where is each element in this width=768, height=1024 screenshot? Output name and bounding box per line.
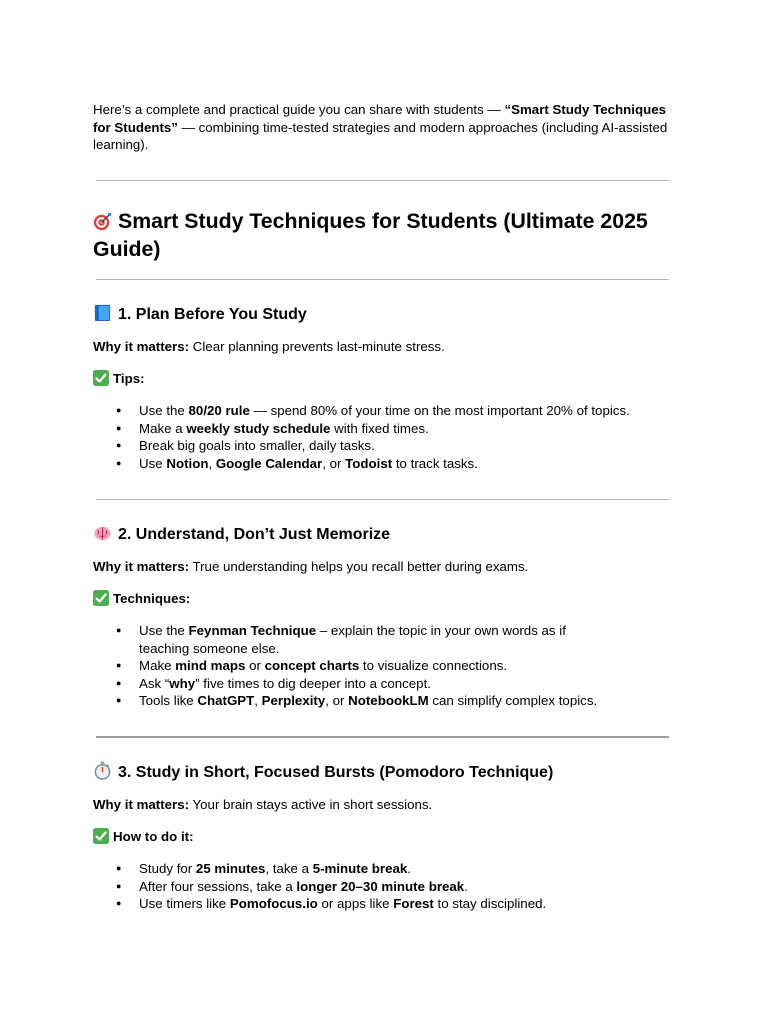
blue-book-icon bbox=[93, 306, 118, 323]
how-to-label-text: How to do it: bbox=[113, 829, 194, 844]
divider bbox=[96, 279, 669, 280]
stopwatch-icon bbox=[93, 764, 118, 781]
list-item: ● Make a weekly study schedule with fixed times. bbox=[93, 420, 673, 438]
divider bbox=[96, 499, 669, 500]
section-heading-understand bbox=[93, 523, 390, 545]
list-item: ● Make mind maps or concept charts to visualize connections. bbox=[93, 657, 673, 675]
section-heading-text: 2. Understand, Don’t Just Memorize bbox=[118, 526, 391, 543]
intro-paragraph bbox=[93, 101, 673, 154]
why-label: Why it matters: bbox=[93, 797, 190, 812]
how-to-list bbox=[93, 860, 673, 913]
why-text: True understanding helps you recall better during exams. bbox=[189, 559, 529, 574]
why-it-matters bbox=[93, 796, 673, 814]
how-to-label bbox=[93, 828, 194, 846]
techniques-label-text: Techniques: bbox=[113, 591, 191, 606]
list-item: ● Use the 80/20 rule — spend 80% of your time on the most important 20% of topics. bbox=[93, 402, 673, 420]
tips-label-text: Tips: bbox=[113, 371, 145, 386]
techniques-label bbox=[93, 590, 190, 608]
list-item: ● Use timers like Pomofocus.io or apps like Forest to stay disciplined. bbox=[93, 895, 673, 913]
section-heading-text: 1. Plan Before You Study bbox=[118, 306, 307, 323]
why-it-matters bbox=[93, 558, 673, 576]
divider bbox=[96, 180, 669, 181]
section-heading-pomodoro bbox=[93, 761, 553, 783]
brain-icon bbox=[93, 526, 118, 543]
why-it-matters bbox=[93, 338, 673, 356]
intro-guide-title: “Smart Study Techniques for Students” bbox=[93, 102, 667, 135]
target-icon bbox=[93, 209, 118, 233]
list-item: ● Study for 25 minutes, take a 5-minute break. bbox=[93, 860, 673, 878]
list-item: ● Ask “why” five times to dig deeper into a concept. bbox=[93, 675, 673, 693]
tips-list bbox=[93, 402, 673, 472]
why-label: Why it matters: bbox=[93, 559, 190, 574]
check-mark-icon bbox=[93, 591, 113, 606]
why-text: Clear planning prevents last-minute stress. bbox=[189, 339, 445, 354]
intro-text-end: — combining time-tested strategies and modern approaches (including AI-assisted learning). bbox=[93, 119, 668, 152]
list-item: ● Use Notion, Google Calendar, or Todoist to track tasks. bbox=[93, 455, 673, 473]
check-mark-icon bbox=[93, 829, 113, 844]
list-item: ● Tools like ChatGPT, Perplexity, or NotebookLM can simplify complex topics. bbox=[93, 692, 673, 710]
list-item: ● After four sessions, take a longer 20–30 minute break. bbox=[93, 878, 673, 896]
techniques-list bbox=[93, 622, 673, 710]
why-text: Your brain stays active in short sessions. bbox=[189, 797, 433, 812]
divider bbox=[96, 736, 669, 738]
section-heading-plan bbox=[93, 303, 307, 325]
why-label: Why it matters: bbox=[93, 339, 190, 354]
intro-text: Here’s a complete and practical guide you can share with students — bbox=[93, 102, 505, 117]
section-heading-text: 3. Study in Short, Focused Bursts (Pomodoro Technique) bbox=[118, 764, 554, 781]
list-item: ● Use the Feynman Technique – explain the topic in your own words as if teaching someone else. bbox=[93, 622, 673, 657]
page-title bbox=[93, 207, 683, 263]
list-item: ● Break big goals into smaller, daily tasks. bbox=[93, 437, 673, 455]
check-mark-icon bbox=[93, 371, 113, 386]
tips-label bbox=[93, 370, 145, 388]
page-title-text: Smart Study Techniques for Students (Ultimate 2025 Guide) bbox=[93, 209, 648, 261]
